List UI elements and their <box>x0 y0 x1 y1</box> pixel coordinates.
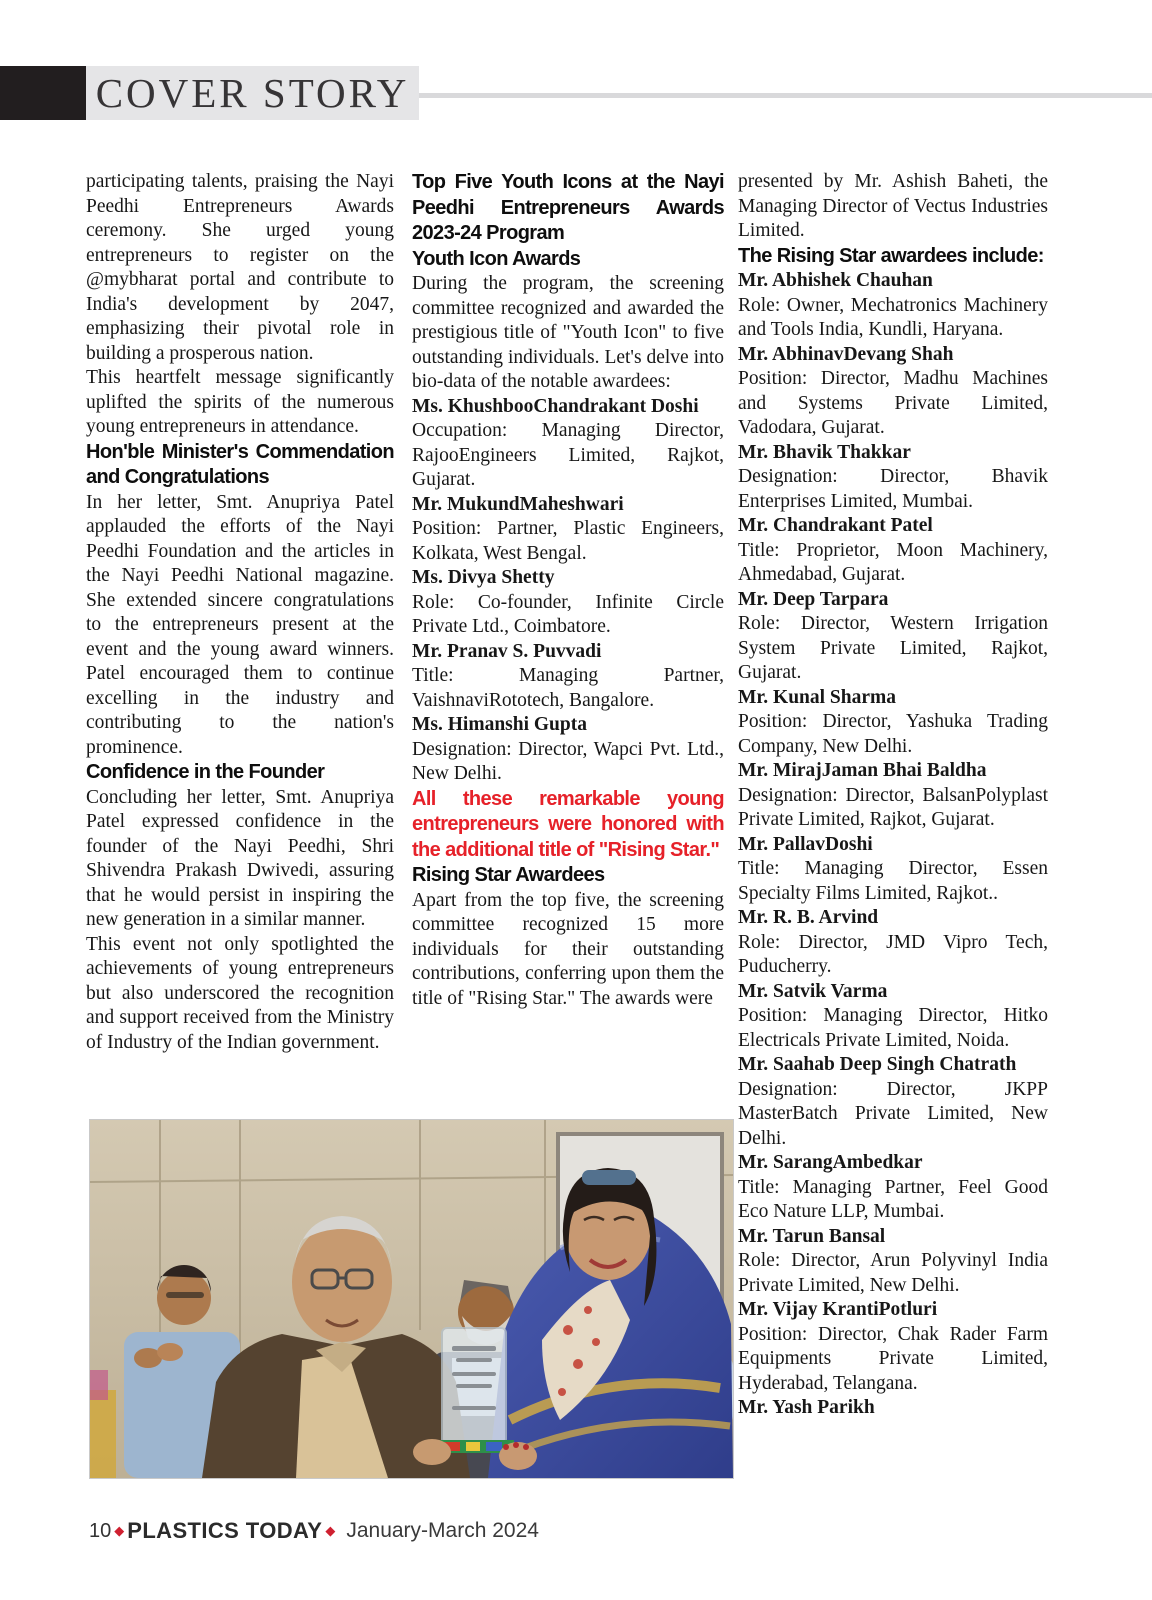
paragraph: presented by Mr. Ashish Baheti, the Managing Director of Vectus Industries Limited. <box>738 171 1048 241</box>
awardee-name: Mr. PallavDoshi <box>738 833 873 855</box>
awardee-name: Mr. Yash Parikh <box>738 1397 875 1418</box>
diamond-icon: ◆ <box>114 1523 125 1538</box>
paragraph: Apart from the top five, the screening committee recognized 15 more individuals for their outstanding contributions, conferring upon them the title of "Rising Star." The awards were <box>412 889 724 1009</box>
awardee-detail: Occupation: Managing Director, RajooEngineers Limited, Rajkot, Gujarat. <box>412 420 724 490</box>
awardee-name: Mr. Tarun Bansal <box>738 1225 886 1247</box>
issue-date: January-March 2024 <box>346 1519 539 1542</box>
paragraph: This event not only spotlighted the achievements of young entrepreneurs but also underscored the recognition and support received from the Ministry of Industry of the Indian government. <box>86 933 394 1053</box>
awardee-detail: Title: Managing Partner, VaishnaviRototech, Bangalore. <box>412 665 724 711</box>
awardee-detail: Position: Director, Chak Rader Farm Equipments Private Limited, Hyderabad, Telangana. <box>738 1323 1048 1394</box>
awardee-detail: Role: Director, Western Irrigation System Private Limited, Rajkot, Gujarat. <box>738 613 1048 683</box>
column-3 <box>738 170 1048 1421</box>
awardee-name: Mr. R. B. Arvind <box>738 907 879 928</box>
highlight-note: All these remarkable young entrepreneurs were honored with the additional title of "Rising Star." <box>412 787 724 861</box>
section-heading: Confidence in the Founder <box>86 761 325 783</box>
awardee-detail: Title: Managing Director, Essen Specialty Films Limited, Rajkot.. <box>738 858 1048 904</box>
awardee-detail: Title: Proprietor, Moon Machinery, Ahmedabad, Gujarat. <box>738 539 1048 585</box>
awardee-name: Mr. Saahab Deep Singh Chatrath <box>738 1054 1017 1075</box>
awardee-name: Ms. KhushbooChandrakant Doshi <box>412 395 699 417</box>
page-number: 10 <box>89 1519 112 1542</box>
paragraph: During the program, the screening committee recognized and awarded the prestigious title of "Youth Icon" to five outstanding individuals. Let's delve into bio-data of the notable awardees: <box>412 273 724 392</box>
column-1 <box>86 170 394 1055</box>
awardee-name: Mr. Deep Tarpara <box>738 588 889 610</box>
awardee-detail: Designation: Director, BalsanPolyplast Private Limited, Rajkot, Gujarat. <box>738 784 1048 830</box>
awardee-detail: Title: Managing Partner, Feel Good Eco Nature LLP, Mumbai. <box>738 1176 1048 1222</box>
header-rule <box>419 93 1152 98</box>
awardee-name: Mr. Satvik Varma <box>738 980 888 1002</box>
column-2 <box>412 170 724 1011</box>
awardee-detail: Position: Director, Madhu Machines and Systems Private Limited, Vadodara, Gujarat. <box>738 368 1048 438</box>
section-heading: Rising Star Awardees <box>412 864 605 886</box>
page-footer <box>89 1516 539 1546</box>
awardee-name: Ms. Divya Shetty <box>412 567 555 588</box>
section-heading: Top Five Youth Icons at the Nayi Peedhi Entrepreneurs Awards 2023-24 Program <box>412 171 724 244</box>
section-heading: The Rising Star awardees include: <box>738 244 1044 267</box>
awardee-name: Mr. Bhavik Thakkar <box>738 441 911 463</box>
section-heading: Hon'ble Minister's Commendation and Congratulations <box>86 440 394 488</box>
awardee-name: Mr. AbhinavDevang Shah <box>738 343 954 365</box>
awardee-detail: Position: Partner, Plastic Engineers, Kolkata, West Bengal. <box>412 518 724 564</box>
awardee-name: Mr. Kunal Sharma <box>738 686 897 708</box>
awardee-detail: Role: Director, JMD Vipro Tech, Puducherry. <box>738 931 1048 977</box>
awardee-name: Mr. Vijay KrantiPotluri <box>738 1299 938 1320</box>
awardee-detail: Role: Owner, Mechatronics Machinery and Tools India, Kundli, Haryana. <box>738 294 1048 340</box>
awardee-name: Ms. Himanshi Gupta <box>412 714 587 735</box>
awardee-name: Mr. Abhishek Chauhan <box>738 270 933 291</box>
awardee-name: Mr. MirajJaman Bhai Baldha <box>738 760 987 781</box>
awardee-detail: Designation: Director, Bhavik Enterprises Limited, Mumbai. <box>738 466 1048 512</box>
diamond-icon: ◆ <box>325 1523 336 1538</box>
paragraph: participating talents, praising the Nayi Peedhi Entrepreneurs Awards ceremony. She urged young entrepreneurs to register on the @mybharat portal and contribute to India's development by 2047, emphasizing their pivotal role in building a prosperous nation. <box>86 171 394 364</box>
awardee-detail: Role: Co-founder, Infinite Circle Private Ltd., Coimbatore. <box>412 591 724 637</box>
awardee-detail: Designation: Director, Wapci Pvt. Ltd., New Delhi. <box>412 738 724 784</box>
awardee-detail: Role: Director, Arun Polyvinyl India Private Limited, New Delhi. <box>738 1250 1048 1296</box>
page-title: COVER STORY <box>95 70 410 116</box>
header-black-tab <box>0 66 86 120</box>
awardee-name: Mr. MukundMaheshwari <box>412 493 624 515</box>
cover-story-banner <box>86 66 419 120</box>
event-photo <box>90 1120 733 1478</box>
section-heading: Youth Icon Awards <box>412 247 581 270</box>
paragraph: This heartfelt message significantly uplifted the spirits of the numerous young entrepreneurs in attendance. <box>86 367 394 437</box>
awardee-name: Mr. Chandrakant Patel <box>738 515 933 536</box>
awardee-detail: Designation: Director, JKPP MasterBatch Private Limited, New Delhi. <box>738 1078 1048 1149</box>
awardee-detail: Position: Managing Director, Hitko Electricals Private Limited, Noida. <box>738 1005 1048 1051</box>
event-photo-illustration <box>90 1120 733 1478</box>
awardee-name: Mr. Pranav S. Puvvadi <box>412 640 602 662</box>
magazine-name: PLASTICS TODAY <box>127 1518 323 1543</box>
paragraph: Concluding her letter, Smt. Anupriya Patel expressed confidence in the founder of the Nayi Peedhi, Shri Shivendra Prakash Dwivedi, assuring that he would persist in inspiring the new generation in a similar manner. <box>86 786 394 930</box>
paragraph: In her letter, Smt. Anupriya Patel applauded the efforts of the Nayi Peedhi Foundation and the articles in the Nayi Peedhi National magazine. She extended sincere congratulations to the entrepreneurs present at the event and the young award winners. Patel encouraged them to continue excelling in the industry and contributing to the nation's prominence. <box>86 491 394 758</box>
awardee-name: Mr. SarangAmbedkar <box>738 1152 923 1173</box>
awardee-detail: Position: Director, Yashuka Trading Company, New Delhi. <box>738 711 1048 757</box>
